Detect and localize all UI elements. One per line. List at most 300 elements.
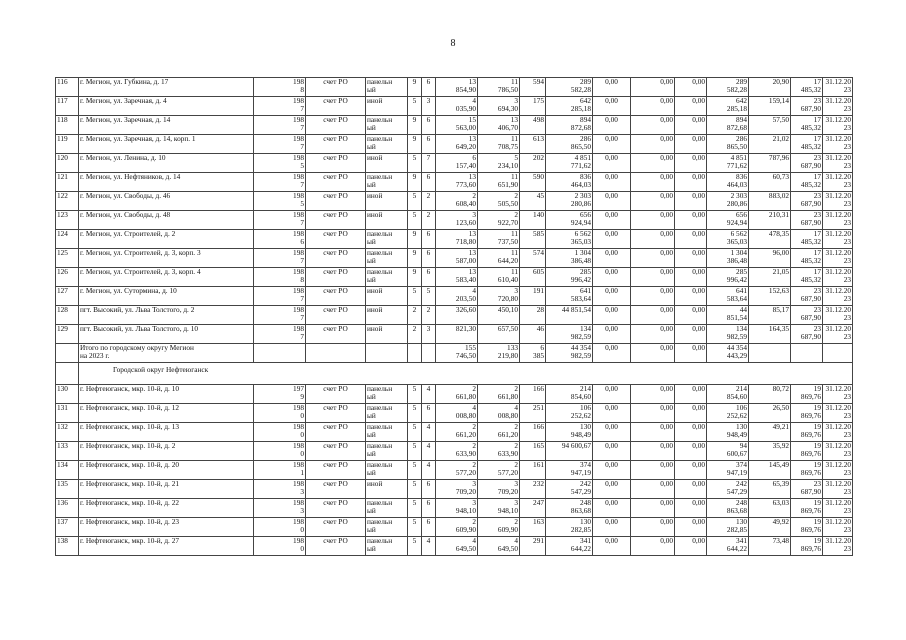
cell-fund-1: 0,00 [593, 480, 631, 499]
cell-fund-1: 0,00 [593, 518, 631, 537]
cell-unit-cost: 164,35 [749, 325, 791, 344]
table-row [56, 249, 853, 268]
section-row [56, 363, 853, 385]
cell-total-area: 13 587,00 [436, 249, 478, 268]
page-number: 8 [450, 38, 456, 49]
cell-owners-funds: 374 947,19 [707, 461, 749, 480]
cell-fund-2: 0,00 [631, 306, 675, 325]
total-row [56, 344, 853, 363]
cell-owners-funds: 44 851,54 [707, 306, 749, 325]
cell-max-unit-cost: 17 485,32 [791, 116, 823, 135]
cell-completion-date: 31.12.20 23 [823, 268, 853, 287]
cell-fund-3: 0,00 [675, 325, 707, 344]
cell-wall-material: панельн ый [366, 268, 408, 287]
cell-fund-3: 0,00 [675, 154, 707, 173]
cell-entrances: 6 [422, 230, 436, 249]
cell-funding-method: счет РО [306, 211, 366, 230]
cell-year-built: 198 0 [254, 404, 306, 423]
cell-entrances: 7 [422, 154, 436, 173]
cell-wall-material: иной [366, 287, 408, 306]
cell-fund-2: 0,00 [631, 173, 675, 192]
cell-fund-2: 0,00 [631, 97, 675, 116]
cell-fund-2: 0,00 [631, 442, 675, 461]
cell-fund-3: 0,00 [675, 537, 707, 556]
cell-residents: 202 [520, 154, 546, 173]
cell-owners-funds: 341 644,22 [707, 537, 749, 556]
cell-year-built: 198 3 [254, 480, 306, 499]
cell-completion-date: 31.12.20 23 [823, 211, 853, 230]
cell-living-area: 2 577,20 [478, 461, 520, 480]
cell-fund-2: 0,00 [631, 480, 675, 499]
cell-total-area: 4 649,50 [436, 537, 478, 556]
cell-residents: 613 [520, 135, 546, 154]
cell-owners-funds: 242 547,29 [707, 480, 749, 499]
cell-row-number: 130 [56, 385, 79, 404]
total-zero-1: 0,00 [593, 344, 631, 363]
cell-unit-cost: 60,73 [749, 173, 791, 192]
cell-wall-material: панельн ый [366, 230, 408, 249]
cell-living-area: 13 406,70 [478, 116, 520, 135]
cell-completion-date: 31.12.20 23 [823, 287, 853, 306]
cell-funding-method: счет РО [306, 461, 366, 480]
cell-address: г. Мегион, ул. Строителей, д. 2 [79, 230, 254, 249]
cell-unit-cost: 145,49 [749, 461, 791, 480]
total-area-1: 155 746,50 [436, 344, 478, 363]
cell-floors: 9 [408, 116, 422, 135]
cell-floors: 5 [408, 287, 422, 306]
cell-fund-1: 0,00 [593, 173, 631, 192]
cell-funding-method: счет РО [306, 135, 366, 154]
cell-living-area: 11 644,20 [478, 249, 520, 268]
cell-residents: 498 [520, 116, 546, 135]
cell-row-number: 133 [56, 442, 79, 461]
cell-wall-material: панельн ый [366, 135, 408, 154]
cell-year-built: 198 0 [254, 423, 306, 442]
cell-unit-cost: 787,96 [749, 154, 791, 173]
cell-funding-method: счет РО [306, 287, 366, 306]
cell-year-built: 198 1 [254, 461, 306, 480]
cell-fund-3: 0,00 [675, 423, 707, 442]
table-row [56, 480, 853, 499]
cell-living-area: 3 694,30 [478, 97, 520, 116]
cell-residents: 590 [520, 173, 546, 192]
cell-max-unit-cost: 19 869,76 [791, 518, 823, 537]
cell-fund-1: 0,00 [593, 499, 631, 518]
table-row [56, 325, 853, 344]
cell-owners-funds: 836 464,03 [707, 173, 749, 192]
cell-unit-cost: 73,48 [749, 537, 791, 556]
cell-year-built: 198 5 [254, 154, 306, 173]
cell-year-built: 198 5 [254, 192, 306, 211]
cell-fund-1: 0,00 [593, 154, 631, 173]
cell-entrances: 5 [422, 287, 436, 306]
cell-floors: 5 [408, 518, 422, 537]
cell-living-area: 2 505,50 [478, 192, 520, 211]
cell-owners-funds: 1 304 386,48 [707, 249, 749, 268]
cell-total-area: 2 577,20 [436, 461, 478, 480]
cell-owners-funds: 6 562 365,03 [707, 230, 749, 249]
cell-floors: 5 [408, 404, 422, 423]
cell-residents: 163 [520, 518, 546, 537]
cell-fund-3: 0,00 [675, 306, 707, 325]
cell-entrances: 6 [422, 78, 436, 97]
cell-floors: 9 [408, 173, 422, 192]
cell-total-cost: 6 562 365,03 [546, 230, 593, 249]
cell-wall-material: панельн ый [366, 461, 408, 480]
cell-unit-cost: 49,92 [749, 518, 791, 537]
cell-total-cost: 836 464,03 [546, 173, 593, 192]
cell-row-number: 119 [56, 135, 79, 154]
cell-owners-funds: 641 583,64 [707, 287, 749, 306]
cell-entrances: 2 [422, 306, 436, 325]
cell-owners-funds: 2 303 280,86 [707, 192, 749, 211]
cell-fund-2: 0,00 [631, 211, 675, 230]
cell-total-cost: 642 285,18 [546, 97, 593, 116]
cell-residents: 247 [520, 499, 546, 518]
cell-fund-2: 0,00 [631, 287, 675, 306]
cell-entrances: 6 [422, 173, 436, 192]
cell-address: г. Мегион, ул. Нефтяников, д. 14 [79, 173, 254, 192]
cell-floors: 9 [408, 268, 422, 287]
cell-total-cost: 242 547,29 [546, 480, 593, 499]
cell-fund-1: 0,00 [593, 325, 631, 344]
cell-total-area: 2 661,20 [436, 423, 478, 442]
cell-address: г. Мегион, ул. Ленина, д. 10 [79, 154, 254, 173]
cell-total-cost: 248 863,68 [546, 499, 593, 518]
cell-year-built: 198 0 [254, 537, 306, 556]
cell-fund-3: 0,00 [675, 480, 707, 499]
cell-fund-3: 0,00 [675, 442, 707, 461]
cell-living-area: 3 948,10 [478, 499, 520, 518]
table-row [56, 404, 853, 423]
cell-max-unit-cost: 19 869,76 [791, 423, 823, 442]
cell-entrances: 6 [422, 249, 436, 268]
cell-total-cost: 134 982,59 [546, 325, 593, 344]
cell-entrances: 6 [422, 499, 436, 518]
cell-address: г. Нефтеюганск, мкр. 10-й, д. 12 [79, 404, 254, 423]
cell-address: пгт. Высокий, ул. Льва Толстого, д. 10 [79, 325, 254, 344]
cell-fund-2: 0,00 [631, 537, 675, 556]
cell-residents: 251 [520, 404, 546, 423]
cell-max-unit-cost: 23 687,90 [791, 480, 823, 499]
cell-total-area: 13 854,90 [436, 78, 478, 97]
cell-address: г. Нефтеюганск, мкр. 10-й, д. 23 [79, 518, 254, 537]
cell-total-area: 326,60 [436, 306, 478, 325]
cell-max-unit-cost: 19 869,76 [791, 442, 823, 461]
cell-fund-3: 0,00 [675, 287, 707, 306]
cell-year-built: 198 0 [254, 518, 306, 537]
cell-floors: 5 [408, 423, 422, 442]
cell-entrances: 3 [422, 325, 436, 344]
cell-completion-date: 31.12.20 23 [823, 306, 853, 325]
cell-fund-1: 0,00 [593, 249, 631, 268]
table-row [56, 211, 853, 230]
table-row [56, 499, 853, 518]
cell-address: г. Мегион, ул. Заречная, д. 4 [79, 97, 254, 116]
table-row [56, 192, 853, 211]
cell-fund-2: 0,00 [631, 230, 675, 249]
table-row [56, 268, 853, 287]
cell-max-unit-cost: 23 687,90 [791, 97, 823, 116]
cell-floors: 5 [408, 442, 422, 461]
cell-year-built: 198 7 [254, 306, 306, 325]
cell-row-number: 117 [56, 97, 79, 116]
cell-total-area: 3 948,10 [436, 499, 478, 518]
cell-year-built: 198 7 [254, 97, 306, 116]
cell-owners-funds: 286 865,50 [707, 135, 749, 154]
cell-entrances: 6 [422, 404, 436, 423]
cell-address: г. Мегион, ул. Заречная, д. 14 [79, 116, 254, 135]
cell-floors: 9 [408, 78, 422, 97]
cell-floors: 5 [408, 385, 422, 404]
cell-owners-funds: 248 863,68 [707, 499, 749, 518]
cell-owners-funds: 4 851 771,62 [707, 154, 749, 173]
cell-total-area: 3 709,20 [436, 480, 478, 499]
cell-total-area: 821,30 [436, 325, 478, 344]
cell-residents: 46 [520, 325, 546, 344]
cell-wall-material: иной [366, 480, 408, 499]
cell-total-area: 13 718,80 [436, 230, 478, 249]
cell-fund-1: 0,00 [593, 423, 631, 442]
cell-living-area: 657,50 [478, 325, 520, 344]
cell-unit-cost: 85,17 [749, 306, 791, 325]
cell-fund-1: 0,00 [593, 230, 631, 249]
cell-row-number: 136 [56, 499, 79, 518]
cell-fund-3: 0,00 [675, 404, 707, 423]
cell-row-number: 116 [56, 78, 79, 97]
cell-total-area: 2 633,90 [436, 442, 478, 461]
cell-address: г. Мегион, ул. Свободы, д. 46 [79, 192, 254, 211]
cell-total-cost: 285 996,42 [546, 268, 593, 287]
cell-residents: 594 [520, 78, 546, 97]
cell-unit-cost: 210,31 [749, 211, 791, 230]
cell-fund-1: 0,00 [593, 192, 631, 211]
cell-fund-3: 0,00 [675, 518, 707, 537]
cell-fund-3: 0,00 [675, 173, 707, 192]
cell-year-built: 198 7 [254, 287, 306, 306]
cell-residents: 232 [520, 480, 546, 499]
table-row [56, 116, 853, 135]
cell-fund-1: 0,00 [593, 135, 631, 154]
cell-completion-date: 31.12.20 23 [823, 461, 853, 480]
cell-address: г. Мегион, ул. Заречная, д. 14, корп. 1 [79, 135, 254, 154]
cell-funding-method: счет РО [306, 385, 366, 404]
cell-fund-2: 0,00 [631, 268, 675, 287]
cell-max-unit-cost: 17 485,32 [791, 268, 823, 287]
cell-residents: 585 [520, 230, 546, 249]
cell-living-area: 4 649,50 [478, 537, 520, 556]
cell-entrances: 6 [422, 518, 436, 537]
cell-unit-cost: 21,05 [749, 268, 791, 287]
cell-wall-material: панельн ый [366, 423, 408, 442]
cell-funding-method: счет РО [306, 423, 366, 442]
table-row [56, 97, 853, 116]
cell-completion-date: 31.12.20 23 [823, 423, 853, 442]
cell-total-cost: 94 600,67 [546, 442, 593, 461]
table-row [56, 154, 853, 173]
cell-entrances: 6 [422, 116, 436, 135]
cell-year-built: 198 3 [254, 499, 306, 518]
cell-fund-1: 0,00 [593, 268, 631, 287]
rows-megion [56, 78, 853, 344]
cell-total-area: 4 008,80 [436, 404, 478, 423]
cell-living-area: 2 661,80 [478, 385, 520, 404]
cell-row-number: 120 [56, 154, 79, 173]
cell-living-area: 2 633,90 [478, 442, 520, 461]
cell-wall-material: панельн ый [366, 499, 408, 518]
cell-living-area: 2 609,90 [478, 518, 520, 537]
cell-row-number: 121 [56, 173, 79, 192]
cell-fund-1: 0,00 [593, 404, 631, 423]
total-zero-3: 0,00 [675, 344, 707, 363]
cell-funding-method: счет РО [306, 518, 366, 537]
cell-unit-cost: 20,90 [749, 78, 791, 97]
cell-unit-cost: 35,92 [749, 442, 791, 461]
cell-total-cost: 214 854,60 [546, 385, 593, 404]
cell-total-cost: 44 851,54 [546, 306, 593, 325]
cell-fund-2: 0,00 [631, 249, 675, 268]
cell-floors: 5 [408, 499, 422, 518]
rows-total [56, 344, 853, 385]
cell-wall-material: панельн ый [366, 537, 408, 556]
cell-fund-3: 0,00 [675, 385, 707, 404]
cell-total-cost: 2 303 280,86 [546, 192, 593, 211]
cell-total-cost: 289 582,28 [546, 78, 593, 97]
cell-completion-date: 31.12.20 23 [823, 537, 853, 556]
cell-max-unit-cost: 19 869,76 [791, 461, 823, 480]
cell-row-number: 127 [56, 287, 79, 306]
cell-address: г. Нефтеюганск, мкр. 10-й, д. 10 [79, 385, 254, 404]
cell-wall-material: панельн ый [366, 442, 408, 461]
cell-address: г. Нефтеюганск, мкр. 10-й, д. 27 [79, 537, 254, 556]
table-row [56, 518, 853, 537]
cell-funding-method: счет РО [306, 78, 366, 97]
cell-total-cost: 286 865,50 [546, 135, 593, 154]
table-row [56, 442, 853, 461]
cell-completion-date: 31.12.20 23 [823, 154, 853, 173]
cell-living-area: 4 008,80 [478, 404, 520, 423]
cell-fund-1: 0,00 [593, 211, 631, 230]
table-row [56, 230, 853, 249]
cell-max-unit-cost: 19 869,76 [791, 537, 823, 556]
cell-unit-cost: 57,50 [749, 116, 791, 135]
cell-entrances: 2 [422, 211, 436, 230]
total-population: 6 385 [520, 344, 546, 363]
cell-fund-2: 0,00 [631, 135, 675, 154]
cell-residents: 166 [520, 423, 546, 442]
cell-entrances: 2 [422, 192, 436, 211]
table-row [56, 135, 853, 154]
cell-fund-2: 0,00 [631, 518, 675, 537]
cell-fund-3: 0,00 [675, 192, 707, 211]
table-row [56, 461, 853, 480]
cell-fund-1: 0,00 [593, 306, 631, 325]
cell-entrances: 4 [422, 461, 436, 480]
cell-funding-method: счет РО [306, 499, 366, 518]
cell-max-unit-cost: 17 485,32 [791, 230, 823, 249]
cell-row-number: 125 [56, 249, 79, 268]
cell-owners-funds: 106 252,62 [707, 404, 749, 423]
cell-row-number: 126 [56, 268, 79, 287]
cell-owners-funds: 285 996,42 [707, 268, 749, 287]
cell-funding-method: счет РО [306, 173, 366, 192]
cell-max-unit-cost: 17 485,32 [791, 135, 823, 154]
cell-funding-method: счет РО [306, 249, 366, 268]
cell-entrances: 4 [422, 442, 436, 461]
cell-completion-date: 31.12.20 23 [823, 385, 853, 404]
cell-year-built: 198 8 [254, 268, 306, 287]
cell-row-number: 138 [56, 537, 79, 556]
cell-fund-3: 0,00 [675, 461, 707, 480]
total-area-2: 133 219,80 [478, 344, 520, 363]
cell-total-area: 2 609,90 [436, 518, 478, 537]
cell-year-built: 197 9 [254, 385, 306, 404]
cell-floors: 2 [408, 306, 422, 325]
cell-total-area: 13 583,40 [436, 268, 478, 287]
cell-owners-funds: 134 982,59 [707, 325, 749, 344]
table-row [56, 78, 853, 97]
cell-fund-2: 0,00 [631, 385, 675, 404]
cell-address: г. Мегион, ул. Строителей, д. 3, корп. 3 [79, 249, 254, 268]
cell-owners-funds: 94 600,67 [707, 442, 749, 461]
table-row [56, 173, 853, 192]
cell-living-area: 450,10 [478, 306, 520, 325]
cell-owners-funds: 289 582,28 [707, 78, 749, 97]
cell-funding-method: счет РО [306, 154, 366, 173]
cell-address: г. Нефтеюганск, мкр. 10-й, д. 13 [79, 423, 254, 442]
table-row [56, 385, 853, 404]
cell-living-area: 11 651,90 [478, 173, 520, 192]
cell-fund-3: 0,00 [675, 268, 707, 287]
cell-completion-date: 31.12.20 23 [823, 78, 853, 97]
cell-year-built: 198 7 [254, 325, 306, 344]
cell-completion-date: 31.12.20 23 [823, 135, 853, 154]
cell-total-cost: 374 947,19 [546, 461, 593, 480]
cell-residents: 291 [520, 537, 546, 556]
cell-wall-material: иной [366, 211, 408, 230]
cell-entrances: 4 [422, 423, 436, 442]
cell-unit-cost: 883,02 [749, 192, 791, 211]
cell-living-area: 11 786,50 [478, 78, 520, 97]
cell-year-built: 198 6 [254, 230, 306, 249]
cell-completion-date: 31.12.20 23 [823, 97, 853, 116]
cell-residents: 140 [520, 211, 546, 230]
cell-living-area: 2 922,70 [478, 211, 520, 230]
cell-unit-cost: 49,21 [749, 423, 791, 442]
cell-address: г. Мегион, ул. Свободы, д. 48 [79, 211, 254, 230]
table-row [56, 306, 853, 325]
total-cost: 44 354 982,59 [546, 344, 593, 363]
cell-fund-1: 0,00 [593, 287, 631, 306]
cell-residents: 605 [520, 268, 546, 287]
table-row [56, 537, 853, 556]
cell-total-cost: 4 851 771,62 [546, 154, 593, 173]
cell-max-unit-cost: 23 687,90 [791, 154, 823, 173]
table-row [56, 423, 853, 442]
cell-completion-date: 31.12.20 23 [823, 518, 853, 537]
cell-fund-2: 0,00 [631, 116, 675, 135]
cell-completion-date: 31.12.20 23 [823, 404, 853, 423]
cell-total-area: 13 773,60 [436, 173, 478, 192]
cell-max-unit-cost: 23 687,90 [791, 287, 823, 306]
cell-floors: 9 [408, 230, 422, 249]
cell-address: г. Мегион, ул. Губкина, д. 17 [79, 78, 254, 97]
cell-max-unit-cost: 19 869,76 [791, 404, 823, 423]
total-label: Итого по городскому округу Мегион на 2023 г. [79, 344, 254, 363]
cell-wall-material: панельн ый [366, 385, 408, 404]
cell-row-number: 122 [56, 192, 79, 211]
cell-residents: 166 [520, 385, 546, 404]
